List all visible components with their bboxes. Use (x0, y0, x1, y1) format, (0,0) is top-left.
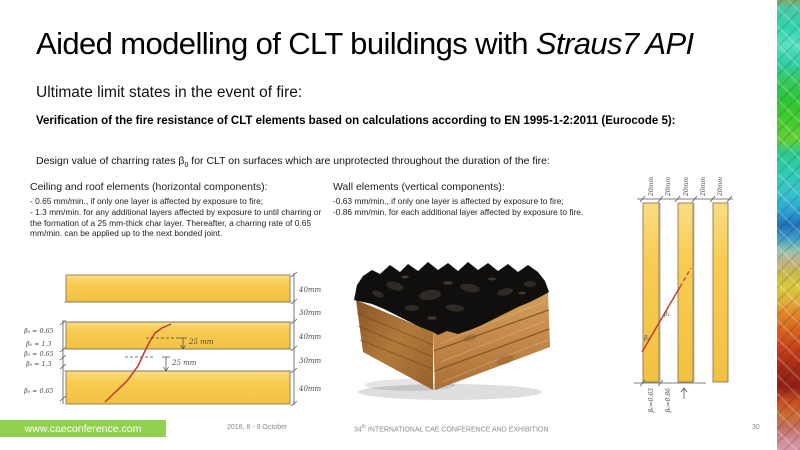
ceiling-item-1: - 0.65 mm/min., if only one layer is affected by exposure to fire; (30, 196, 264, 206)
ceiling-heading: Ceiling and roof elements (horizontal components): (30, 181, 268, 193)
beta-label: β₀ = 0.65 (24, 328, 54, 335)
subtitle: Ultimate limit states in the event of fire: (36, 84, 303, 101)
beta-label: β₀ = 1.3 (26, 341, 52, 348)
conference-number: 34 (354, 426, 362, 434)
dim-label: 40mm (299, 286, 322, 294)
beta-label: β₀ = 1.3 (26, 361, 52, 368)
dimension-line-right (291, 272, 297, 406)
char-depth-label: 25 mm (189, 338, 214, 346)
wall-heading: Wall elements (vertical components): (333, 181, 505, 193)
charred-clt-photo (338, 253, 586, 415)
clt-strip-20mm (643, 203, 659, 382)
conference-name: INTERNATIONAL CAE CONFERENCE AND EXHIBITION (365, 426, 549, 434)
beta-symbol: β (178, 155, 185, 167)
wall-item-2: -0.86 mm/min. for each additional layer affected by exposure to fire. (333, 206, 584, 217)
dim-label: 20mm (700, 176, 707, 196)
ceiling-item-2: - 1.3 mm/min. for any additional layers affected by exposure to until charring or the formation of a 25 mm-thick char layer. Thereafter, a charring rate of 0.65 mm/min. can be applied up to the next bonded joint. (30, 206, 322, 239)
page-title-text: Aided modelling of CLT buildings with (36, 26, 536, 61)
rate-label: β₀=0.63 (648, 388, 655, 413)
dim-label: 30mm (299, 357, 322, 365)
page-title (36, 26, 694, 62)
clt-strip-20mm (678, 203, 693, 382)
dim-label: 20mm (665, 176, 672, 196)
clt-vertical-diagram (628, 166, 760, 438)
dim-label: 20mm (683, 176, 690, 196)
dim-label: 20mm (717, 176, 724, 196)
clt-horizontal-diagram (20, 262, 325, 412)
beta-subscript: 0 (184, 162, 189, 170)
beta-label: β₀ = 0.65 (24, 351, 54, 358)
website-link: www.caeconference.com (24, 422, 142, 435)
dim-label: 40mm (299, 333, 322, 341)
rate-label: β₀=0.86 (665, 388, 672, 413)
ceiling-column (30, 181, 332, 239)
dim-label: 30mm (299, 309, 322, 317)
conference-ordinal: th (361, 424, 366, 430)
charring-line-label: β₁ (664, 311, 671, 318)
design-prefix: Design value of charring rates (36, 155, 179, 167)
clt-layer-40mm (66, 371, 290, 404)
conference-title (354, 424, 548, 433)
dim-label: 40mm (299, 385, 322, 393)
footer-date: 2018, 8 - 9 October (227, 424, 288, 431)
clt-layer-40mm (66, 275, 290, 302)
color-mosaic-strip (777, 0, 800, 450)
wall-item-1: -0.63 mm/min., if only one layer is affected by exposure to fire; (333, 196, 564, 206)
wall-column (333, 181, 635, 218)
design-value-text (36, 155, 550, 169)
dim-label: 20mm (648, 176, 655, 196)
page-number: 30 (752, 424, 760, 431)
dimension-line-left (60, 320, 66, 404)
charring-line-label: β₀ (644, 335, 651, 342)
clt-strip-20mm (713, 203, 728, 382)
clt-layer-40mm (66, 322, 290, 349)
design-suffix: for CLT on surfaces which are unprotected throughout the duration of the fire: (188, 155, 550, 167)
page-title-emphasis: Straus7 API (535, 26, 694, 61)
verification-text: Verification of the fire resistance of CLT elements based on calculations according to EN 1995-1-2:2011 (Eurocode 5): (36, 115, 676, 127)
beta-label: β₀ = 0.65 (24, 388, 54, 395)
website-bar (0, 420, 166, 437)
char-depth-label: 25 mm (172, 359, 197, 367)
